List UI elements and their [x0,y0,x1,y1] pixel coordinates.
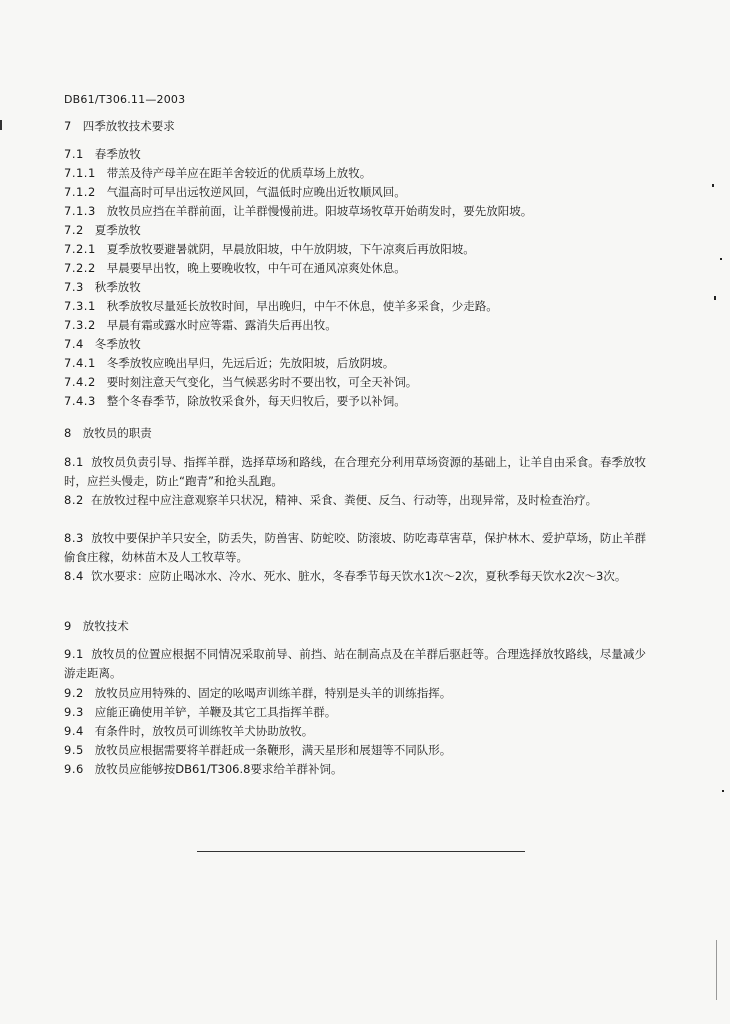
clause-number: 7.2.1 [64,242,96,256]
clause-9-4 [64,724,313,738]
clause-7-4-1 [64,356,394,370]
clause-9-5 [64,743,451,757]
clause-number: 9.6 [64,762,84,776]
clause-text: 秋季放牧尽量延长放牧时间，早出晚归，中午不休息，使羊多采食，少走路。 [106,299,498,313]
clause-number: 9.1 [64,647,84,661]
section-number: 8 [64,426,72,440]
clause-text: 放牧中要保护羊只安全，防丢失，防兽害、防蛇咬、防滚坡、防吃毒草害草，保护林木、爱护草场，防止羊群偷食庄稼，幼林苗木及人工牧草等。 [64,531,647,564]
clause-text: 放牧员应能够按DB61/T306.8要求给羊群补饲。 [94,762,343,776]
clause-number: 7.1.1 [64,166,96,180]
clause-number: 8.4 [64,569,84,583]
clause-number: 8.3 [64,531,84,545]
clause-number: 8.1 [64,455,84,469]
scan-speck [712,184,714,187]
section-title: 四季放牧技术要求 [82,119,175,133]
clause-text: 放牧员应挡在羊群前面，让羊群慢慢前进。阳坡草场牧草开始萌发时，要先放阳坡。 [106,204,533,218]
section-9-heading [64,619,129,633]
clause-text: 应能正确使用羊铲，羊鞭及其它工具指挥羊群。 [94,705,337,719]
clause-number: 7.4 [64,337,84,351]
clause-text: 冬季放牧 [94,337,141,351]
clause-text: 放牧员的位置应根据不同情况采取前导、前挡、站在制高点及在羊群后驱赶等。合理选择放牧路线，尽量减少游走距离。 [64,647,647,680]
clause-text: 要时刻注意天气变化，当气候恶劣时不要出牧，可全天补饲。 [106,375,418,389]
clause-text: 夏季放牧要避暑就阴，早晨放阳坡，中午放阴坡，下午凉爽后再放阳坡。 [106,242,475,256]
clause-9-1 [64,645,646,683]
clause-number: 7.1.3 [64,204,96,218]
clause-text: 早晨要早出牧，晚上要晚收牧，中午可在通风凉爽处休息。 [106,261,406,275]
clause-7-2-2 [64,261,406,275]
section-number: 7 [64,119,72,133]
end-rule [197,851,525,852]
clause-number: 8.2 [64,493,84,507]
clause-text: 冬季放牧应晚出早归，先远后近；先放阳坡，后放阴坡。 [106,356,395,370]
clause-text: 在放牧过程中应注意观察羊只状况，精神、采食、粪便、反刍、行动等，出现异常，及时检查治疗。 [91,493,598,507]
scan-speck [716,940,717,1000]
clause-number: 7.1 [64,147,84,161]
clause-number: 9.4 [64,724,84,738]
clause-text: 早晨有霜或露水时应等霜、露消失后再出牧。 [106,318,337,332]
clause-text: 秋季放牧 [94,280,141,294]
clause-7-1-2 [64,185,406,199]
clause-7-3-2 [64,318,337,332]
section-title: 放牧技术 [82,619,129,633]
clause-number: 7.3.1 [64,299,96,313]
clause-7-4 [64,337,141,351]
clause-8-2 [64,491,646,510]
scan-speck [720,258,722,260]
scan-edge-mark [0,120,2,130]
clause-text: 整个冬春季节，除放牧采食外，每天归牧后，要予以补饲。 [106,394,406,408]
clause-7-4-2 [64,375,417,389]
clause-7-2 [64,223,141,237]
clause-number: 7.2 [64,223,84,237]
section-number: 9 [64,619,72,633]
clause-number: 7.1.2 [64,185,96,199]
section-title: 放牧员的职责 [82,426,152,440]
clause-number: 7.4.1 [64,356,96,370]
clause-text: 放牧员应根据需要将羊群赶成一条鞭形，满天星形和展翅等不同队形。 [94,743,452,757]
clause-7-1-3 [64,204,532,218]
clause-number: 7.3 [64,280,84,294]
clause-9-6 [64,762,342,776]
clause-7-1 [64,147,141,161]
clause-text: 气温高时可早出远牧逆风回，气温低时应晚出近牧顺风回。 [106,185,406,199]
clause-7-3-1 [64,299,498,313]
clause-text: 春季放牧 [94,147,141,161]
clause-7-3 [64,280,141,294]
scan-speck [722,790,724,792]
clause-8-1 [64,453,646,491]
clause-8-4 [64,567,646,586]
clause-text: 有条件时，放牧员可训练牧羊犬协助放牧。 [94,724,314,738]
clause-7-1-1 [64,166,371,180]
clause-text: 饮水要求：应防止喝冰水、冷水、死水、脏水，冬春季节每天饮水1次～2次，夏秋季每天饮水2次～3次。 [91,569,627,583]
clause-number: 9.5 [64,743,84,757]
clause-text: 夏季放牧 [94,223,141,237]
clause-number: 7.3.2 [64,318,96,332]
section-7-heading [64,119,175,133]
clause-number: 7.4.2 [64,375,96,389]
clause-text: 带羔及待产母羊应在距羊舍较近的优质草场上放牧。 [106,166,372,180]
clause-text: 放牧员应用特殊的、固定的吆喝声训练羊群，特别是头羊的训练指挥。 [94,686,452,700]
scan-speck [714,296,716,300]
clause-number: 7.2.2 [64,261,96,275]
section-8-heading [64,426,152,440]
clause-number: 7.4.3 [64,394,96,408]
clause-text: 放牧员负责引导、指挥羊群，选择草场和路线，在合理充分利用草场资源的基础上，让羊自由采食。春季放牧时，应拦头慢走，防止“跑青”和抢头乱跑。 [64,455,647,488]
clause-9-3 [64,705,336,719]
clause-7-2-1 [64,242,475,256]
clause-7-4-3 [64,394,406,408]
clause-number: 9.2 [64,686,84,700]
document-code: DB61/T306.11—2003 [64,93,186,106]
clause-9-2 [64,686,451,700]
clause-number: 9.3 [64,705,84,719]
clause-8-3 [64,529,646,567]
